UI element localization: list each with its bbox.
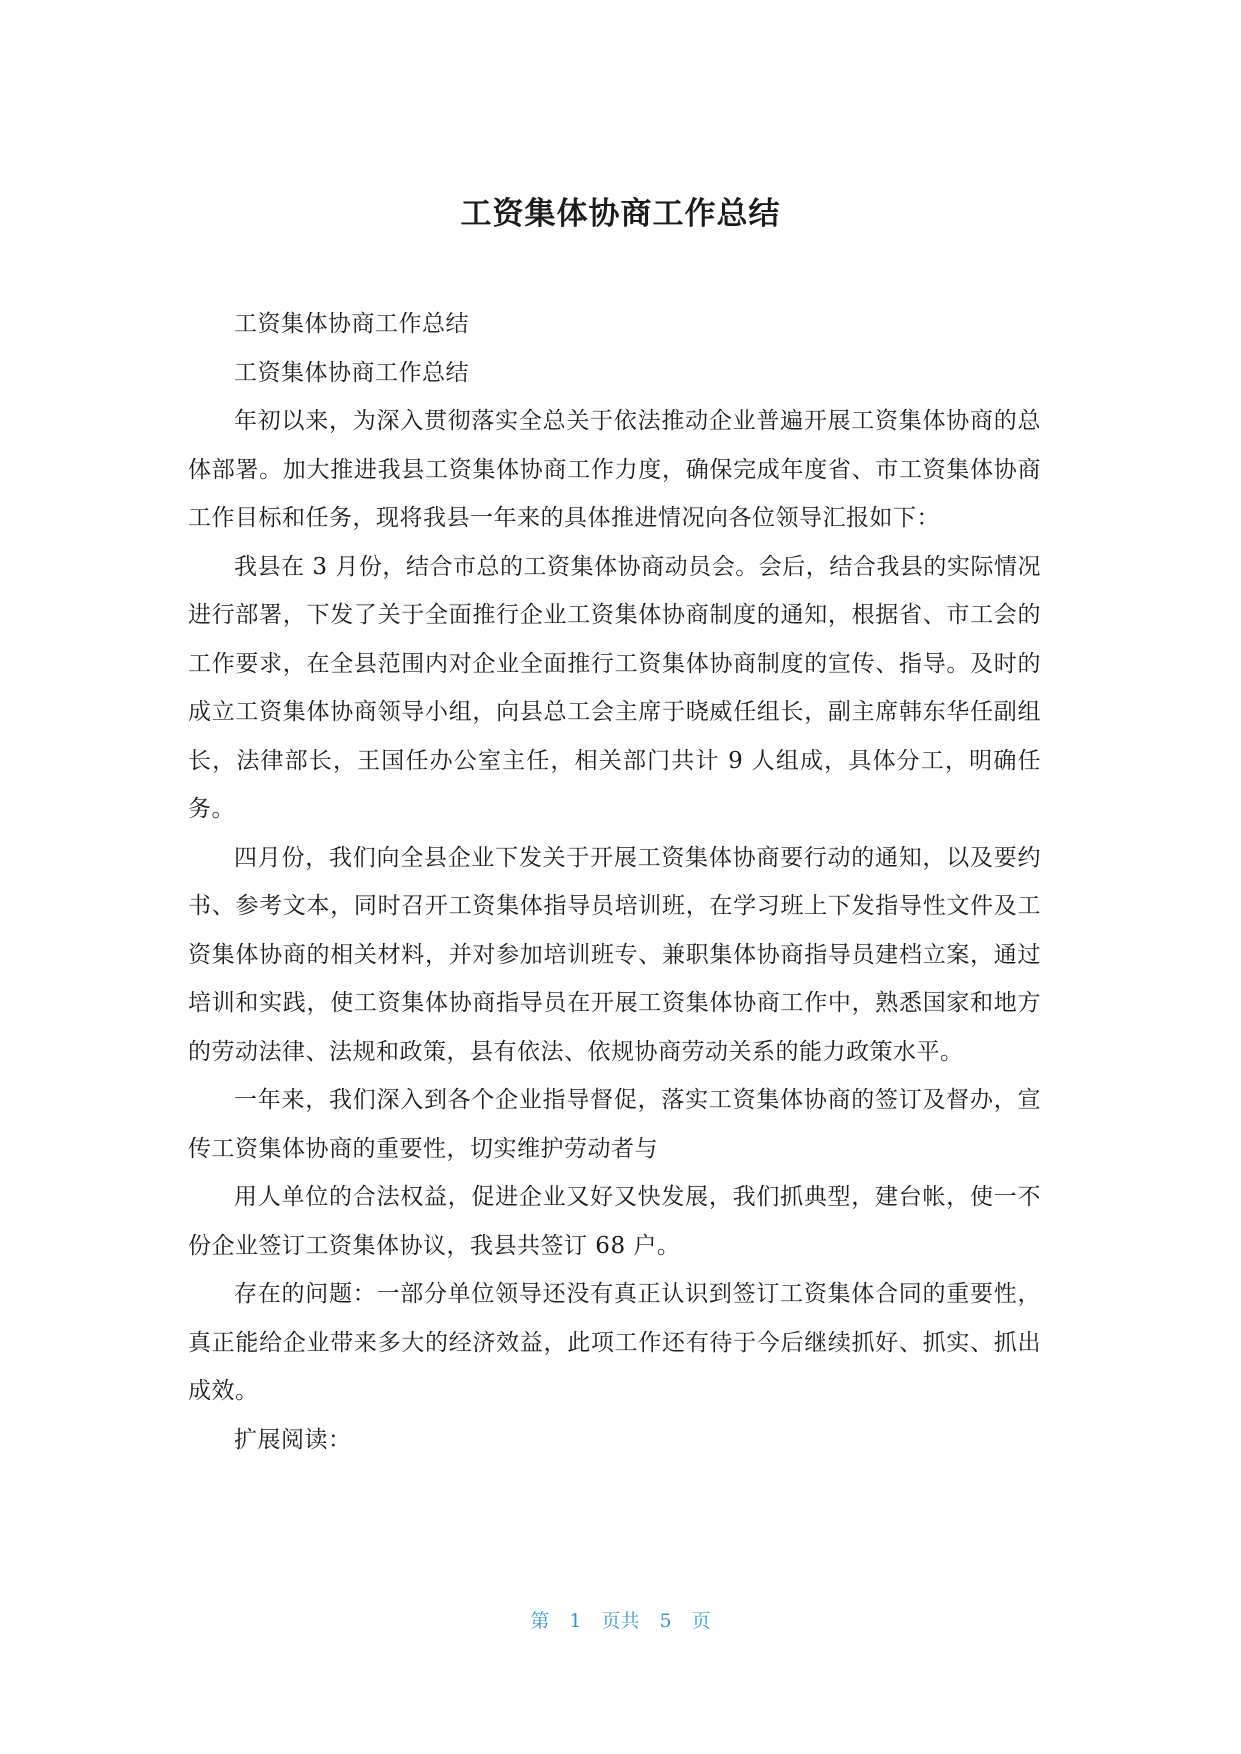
paragraph-year-supervision: 一年来，我们深入到各个企业指导督促，落实工资集体协商的签订及督办，宣传工资集体协商的重要性，切实维护劳动者与 xyxy=(188,1087,1041,1162)
paragraph-subtitle-1: 工资集体协商工作总结 xyxy=(234,311,469,337)
paragraph-march-deployment: 我县在 3 月份，结合市总的工资集体协商动员会。会后，结合我县的实际情况进行部署，下发了关于全面推行企业工资集体协商制度的通知，根据省、市工会的工作要求，在全县范围内对企业全面推行工资集体协商制度的宣传、指导。及时的成立工资集体协商领导小组，向县总工会主席于晓威任组长，副主席韩东华任副组长，法律部长，王国任办公室主任，相关部门共计 9 人组成，具体分工，明确任务。 xyxy=(188,553,1041,822)
footer-label-pre: 第 xyxy=(530,1610,550,1632)
footer-page-current: 1 xyxy=(569,1610,582,1632)
paragraph-problems: 存在的问题：一部分单位领导还没有真正认识到签订工资集体合同的重要性，真正能给企业带来多大的经济效益，此项工作还有待于今后继续抓好、抓实、抓出成效。 xyxy=(188,1281,1041,1404)
paragraph-intro: 年初以来，为深入贯彻落实全总关于依法推动企业普遍开展工资集体协商的总体部署。加大推进我县工资集体协商工作力度，确保完成年度省、市工资集体协商工作目标和任务，现将我县一年来的具体推进情况向各位领导汇报如下： xyxy=(188,408,1041,531)
footer-page-total: 5 xyxy=(659,1610,672,1632)
paragraph-april-training: 四月份，我们向全县企业下发关于开展工资集体协商要行动的通知，以及要约书、参考文本，同时召开工资集体指导员培训班，在学习班上下发指导性文件及工资集体协商的相关材料，并对参加培训班专、兼职集体协商指导员建档立案，通过培训和实践，使工资集体协商指导员在开展工资集体协商工作中，熟悉国家和地方的劳动法律、法规和政策，县有依法、依规协商劳动关系的能力政策水平。 xyxy=(188,844,1041,1065)
paragraph-subtitle-2: 工资集体协商工作总结 xyxy=(234,359,469,386)
document-title: 工资集体协商工作总结 xyxy=(460,196,781,232)
footer-label-mid: 页共 xyxy=(601,1610,640,1632)
page-footer xyxy=(0,1606,1241,1633)
paragraph-signing-results: 用人单位的合法权益，促进企业又好又快发展，我们抓典型，建台帐，使一不份企业签订工资集体协议，我县共签订 68 户。 xyxy=(188,1184,1041,1259)
footer-label-post: 页 xyxy=(691,1610,711,1632)
document-body xyxy=(188,300,1041,1464)
paragraph-extended-reading: 扩展阅读： xyxy=(234,1426,352,1453)
